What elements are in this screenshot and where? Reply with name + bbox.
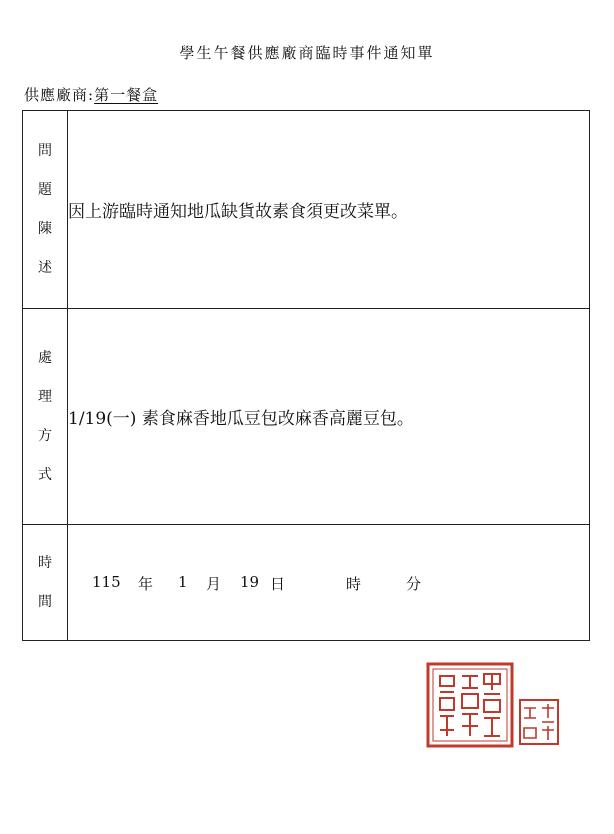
time-year-unit: 年 bbox=[138, 574, 154, 593]
problem-row bbox=[23, 111, 590, 309]
problem-label-cell bbox=[23, 111, 68, 309]
time-day-unit: 日 bbox=[270, 574, 286, 593]
time-content bbox=[68, 525, 590, 641]
time-label: 時 間 bbox=[38, 554, 52, 610]
time-hour-unit: 時 bbox=[346, 574, 362, 593]
document-title: 學生午餐供應廠商臨時事件通知單 bbox=[179, 44, 435, 62]
handling-row bbox=[23, 309, 590, 525]
problem-label: 問 題 陳 述 bbox=[38, 142, 52, 276]
time-label-cell bbox=[23, 525, 68, 641]
handling-label: 處 理 方 式 bbox=[38, 349, 52, 483]
company-seal bbox=[424, 660, 564, 754]
time-day: 19 bbox=[240, 572, 260, 591]
vendor-value: 第一餐盒 bbox=[94, 86, 159, 104]
vendor-line bbox=[24, 84, 158, 105]
vendor-label: 供應廠商: bbox=[24, 86, 95, 104]
time-month-unit: 月 bbox=[206, 574, 222, 593]
handling-label-cell bbox=[23, 309, 68, 525]
problem-content: 因上游臨時通知地瓜缺貨故素食須更改菜單。 bbox=[68, 111, 590, 309]
time-year: 115 bbox=[92, 572, 121, 591]
notice-form-table bbox=[22, 110, 590, 641]
seal-stamp-icon bbox=[424, 660, 564, 750]
time-month: 1 bbox=[178, 572, 188, 591]
time-minute-unit: 分 bbox=[406, 574, 422, 593]
time-row bbox=[23, 525, 590, 641]
handling-content: 1/19(一) 素食麻香地瓜豆包改麻香高麗豆包。 bbox=[68, 309, 590, 525]
